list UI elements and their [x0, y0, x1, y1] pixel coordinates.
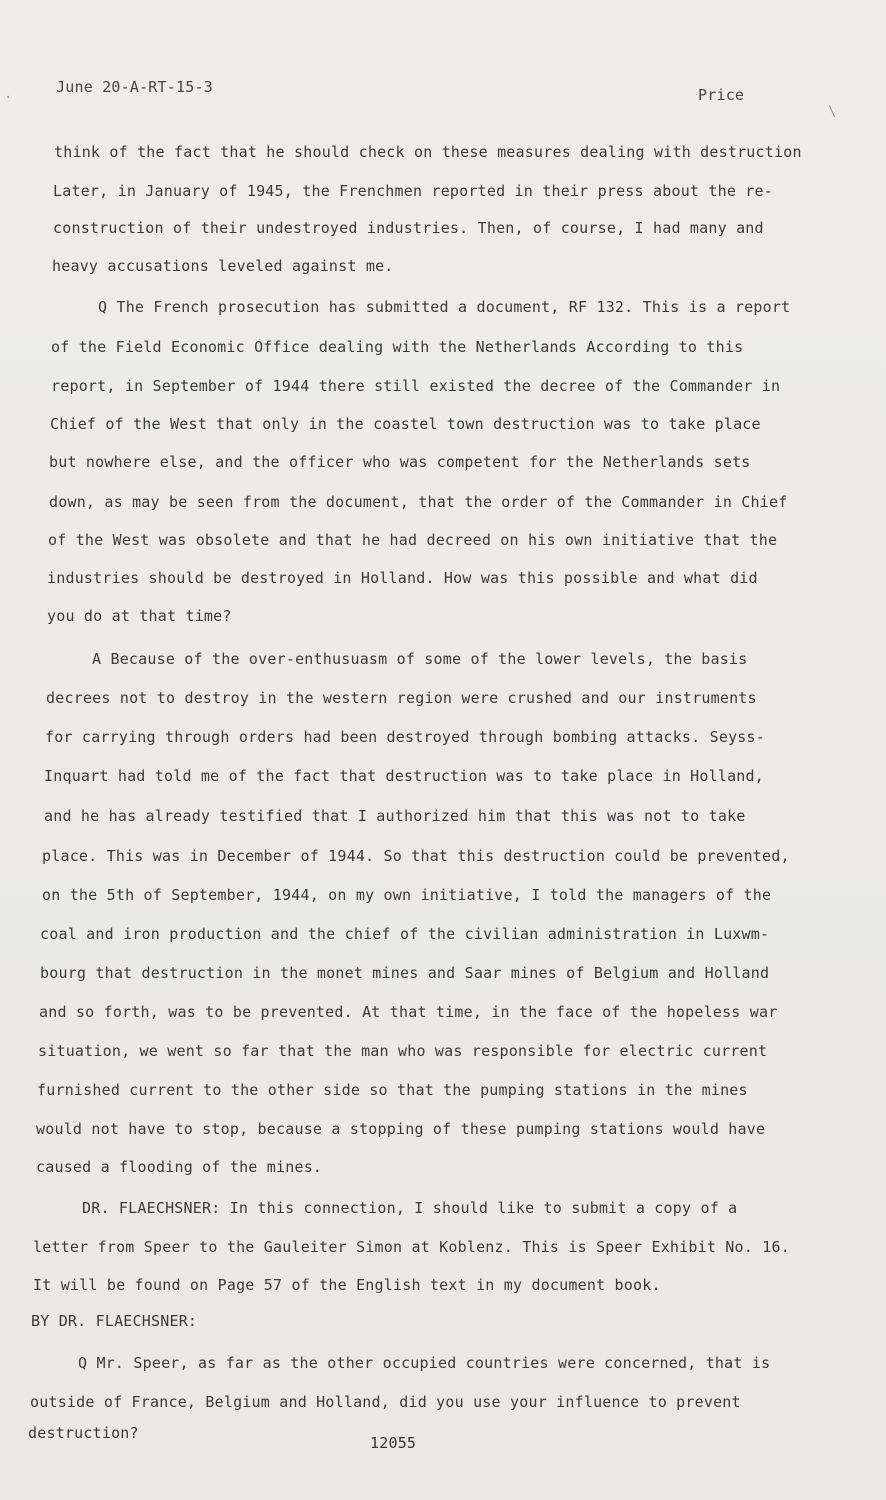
text-line: place. This was in December of 1944. So that this destruction could be prevented,	[42, 847, 790, 865]
text-line: furnished current to the other side so that the pumping stations in the mines	[37, 1081, 748, 1099]
text-line: caused a flooding of the mines.	[36, 1158, 323, 1176]
edge-mark: ·	[4, 90, 13, 106]
text-line: industries should be destroyed in Holland. How was this possible and what did	[47, 569, 758, 587]
page-number: 12055	[370, 1434, 417, 1452]
text-line: of the West was obsolete and that he had decreed on his own initiative that the	[48, 531, 778, 549]
text-line: Chief of the West that only in the coastel town destruction was to take place	[50, 415, 761, 433]
text-line: down, as may be seen from the document, that the order of the Commander in Chief	[49, 493, 788, 511]
text-line: letter from Speer to the Gauleiter Simon at Koblenz. This is Speer Exhibit No. 16.	[33, 1238, 790, 1256]
document-reference: June 20-A-RT-15-3	[56, 78, 213, 96]
edge-mark: \	[828, 104, 837, 120]
text-line: DR. FLAECHSNER: In this connection, I should like to submit a copy of a	[82, 1199, 738, 1217]
text-line: Inquart had told me of the fact that destruction was to take place in Holland,	[44, 767, 764, 785]
text-line: It will be found on Page 57 of the English text in my document book.	[33, 1276, 661, 1294]
text-line: on the 5th of September, 1944, on my own initiative, I told the managers of the	[42, 886, 772, 904]
text-line: and so forth, was to be prevented. At that time, in the face of the hopeless war	[39, 1003, 778, 1021]
text-line: but nowhere else, and the officer who was competent for the Netherlands sets	[49, 453, 751, 471]
text-line: BY DR. FLAECHSNER:	[31, 1312, 198, 1330]
text-line: for carrying through orders had been destroyed through bombing attacks. Seyss-	[45, 728, 765, 746]
text-line: A Because of the over-enthusuasm of some of the lower levels, the basis	[92, 650, 748, 668]
text-line: think of the fact that he should check on these measures dealing with destruction	[54, 143, 802, 161]
text-line: Later, in January of 1945, the Frenchmen reported in their press about the re-	[53, 182, 773, 200]
text-line: you do at that time?	[47, 607, 232, 625]
text-line: destruction?	[28, 1424, 139, 1442]
text-line: outside of France, Belgium and Holland, did you use your influence to prevent	[30, 1393, 741, 1411]
text-line: situation, we went so far that the man who was responsible for electric current	[38, 1042, 768, 1060]
text-line: heavy accusations leveled against me.	[52, 257, 394, 275]
speaker-name: Price	[698, 86, 745, 104]
text-line: decrees not to destroy in the western region were crushed and our instruments	[46, 689, 757, 707]
text-line: report, in September of 1944 there still existed the decree of the Commander in	[51, 377, 781, 395]
text-line: of the Field Economic Office dealing with the Netherlands According to this	[51, 338, 744, 356]
text-line: and he has already testified that I authorized him that this was not to take	[44, 807, 746, 825]
text-line: bourg that destruction in the monet mines and Saar mines of Belgium and Holland	[40, 964, 770, 982]
text-line: Q The French prosecution has submitted a document, RF 132. This is a report	[98, 298, 791, 316]
text-line: coal and iron production and the chief of the civilian administration in Luxwm-	[40, 925, 770, 943]
text-line: would not have to stop, because a stopping of these pumping stations would have	[36, 1120, 766, 1138]
text-line: Q Mr. Speer, as far as the other occupied countries were concerned, that is	[78, 1354, 771, 1372]
text-line: construction of their undestroyed industries. Then, of course, I had many and	[53, 219, 764, 237]
